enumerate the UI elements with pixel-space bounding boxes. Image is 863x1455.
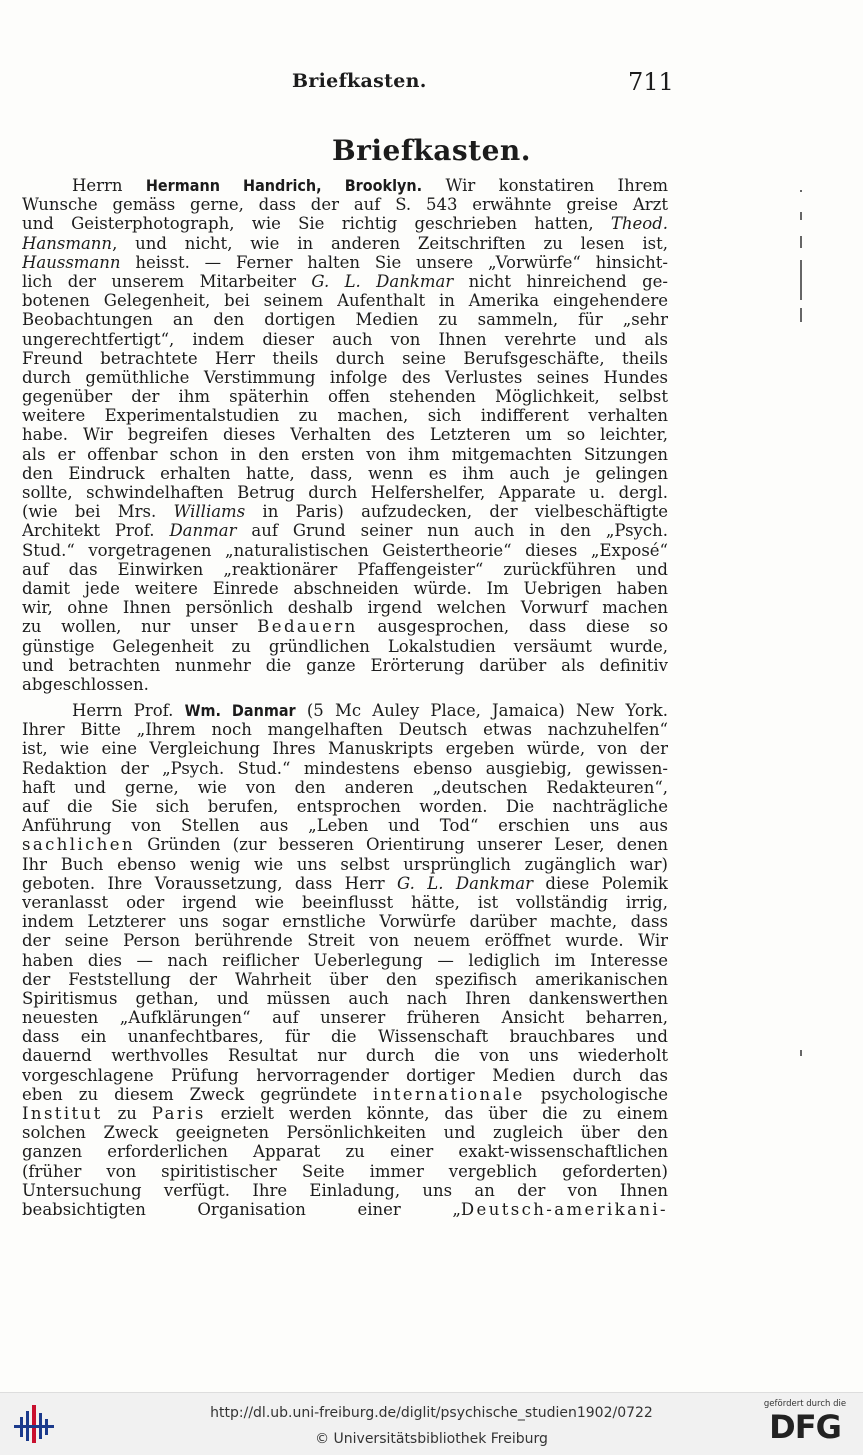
margin-marks xyxy=(800,190,806,1090)
paragraph-handrich xyxy=(22,176,668,694)
running-title: Briefkasten. xyxy=(292,70,427,92)
text-line: vorgeschlagene Prüfung hervorragender dortiger Medien durch das xyxy=(22,1065,668,1085)
text-line: auf das Einwirken „reaktionärer Pfaffengeister“ zurückführen und xyxy=(22,559,668,579)
text-line: Untersuchung verfügt. Ihre Einladung, uns an der von Ihnen xyxy=(22,1180,668,1200)
paragraph-danmar xyxy=(22,701,668,1219)
text-line: günstige Gelegenheit zu gründlichen Lokalstudien versäumt wurde, xyxy=(22,636,668,656)
text-line: wir, ohne Ihnen persönlich deshalb irgend welchen Vorwurf machen xyxy=(22,598,668,618)
copyright-notice: © Universitätsbibliothek Freiburg xyxy=(315,1431,548,1447)
text-line: haben dies — nach reiflicher Ueberlegung — lediglich im Interesse xyxy=(22,950,668,970)
text-line: und Geisterphotograph, wie Sie richtig geschrieben hatten, Theod. xyxy=(22,214,668,234)
text-line: Stud.“ vorgetragenen „naturalistischen Geistertheorie“ dieses „Exposé“ xyxy=(22,540,668,560)
text-line: (wie bei Mrs. Williams in Paris) aufzudecken, der vielbeschäftigte xyxy=(22,502,668,522)
text-line: beabsichtigten Organisation einer „Deutsch-amerikani- xyxy=(22,1199,668,1219)
text-line: der Feststellung der Wahrheit über den spezifisch amerikanischen xyxy=(22,969,668,989)
text-line: abgeschlossen. xyxy=(22,674,149,694)
text-line: Anführung von Stellen aus „Leben und Tod“ erschien uns aus xyxy=(22,816,668,836)
text-line: ganzen erforderlichen Apparat zu einer exakt-wissenschaftlichen xyxy=(22,1142,668,1162)
text-line: und betrachten nunmehr die ganze Erörterung darüber als definitiv xyxy=(22,655,668,675)
addressee-name: Hermann Handrich, Brooklyn. xyxy=(145,176,423,195)
text-line: dauernd werthvolles Resultat nur durch die von uns wiederholt xyxy=(22,1046,668,1066)
text-line: durch gemüthliche Verstimmung infolge des Verlustes seines Hundes xyxy=(22,367,668,387)
text-line: veranlasst oder irgend wie beeinflusst hätte, ist vollständig irrig, xyxy=(22,892,668,912)
text-line: damit jede weitere Einrede abschneiden würde. Im Uebrigen haben xyxy=(22,578,668,598)
text-line: lich der unserem Mitarbeiter G. L. Dankmar nicht hinreichend ge- xyxy=(22,271,668,291)
text-line: den Eindruck erhalten hatte, dass, wenn es ihm auch je gelingen xyxy=(22,463,668,483)
text-line: sollte, schwindelhaften Betrug durch Helfershelfer, Apparate u. dergl. xyxy=(22,483,668,502)
text-line: Spiritismus gethan, und müssen auch nach Ihren dankenswerthen xyxy=(22,988,668,1008)
text-line: geboten. Ihre Voraussetzung, dass Herr G. L. Dankmar diese Polemik xyxy=(22,873,668,893)
text-line: Ihrer Bitte „Ihrem noch mangelhaften Deutsch etwas nachzuhelfen“ xyxy=(22,720,668,740)
text-line: Haussmann heisst. — Ferner halten Sie unsere „Vorwürfe“ hinsicht- xyxy=(22,252,668,272)
text-line: weitere Experimentalstudien zu machen, sich indifferent verhalten xyxy=(22,406,668,426)
text-line: solchen Zweck geeigneten Persönlichkeiten und zugleich über den xyxy=(22,1123,668,1143)
text-line: botenen Gelegenheit, bei seinem Aufenthalt in Amerika eingehendere xyxy=(22,291,668,311)
text-line: Herrn Prof. Wm. Danmar (5 Mc Auley Place, Jamaica) New York. xyxy=(72,701,668,721)
text-line: auf die Sie sich berufen, entsprochen worden. Die nachträgliche xyxy=(22,797,668,816)
dfg-wordmark: DFG xyxy=(769,1408,841,1446)
article-body xyxy=(22,176,668,1219)
text-line: Hansmann, und nicht, wie in anderen Zeitschriften zu lesen ist, xyxy=(22,233,668,253)
text-line: ungerechtfertigt“, indem dieser auch von Ihnen verehrte und als xyxy=(22,329,668,349)
text-line: Ihr Buch ebenso wenig wie uns selbst ursprünglich zugänglich war) xyxy=(22,854,668,874)
dfg-caption: gefördert durch die xyxy=(763,1399,847,1409)
dfg-logo xyxy=(755,1399,855,1449)
text-line: Beobachtungen an den dortigen Medien zu sammeln, für „sehr xyxy=(22,310,668,330)
page-number: 711 xyxy=(628,68,674,96)
text-line: habe. Wir begreifen dieses Verhalten des Letzteren um so leichter, xyxy=(22,425,668,445)
text-line: Redaktion der „Psych. Stud.“ mindestens ebenso ausgiebig, gewissen- xyxy=(22,758,668,778)
text-line: zu wollen, nur unser Bedauern ausgesprochen, dass diese so xyxy=(22,617,668,637)
text-line: sachlichen Gründen (zur besseren Orientirung unserer Leser, denen xyxy=(22,835,668,855)
text-line: Wunsche gemäss gerne, dass der auf S. 543 erwähnte greise Arzt xyxy=(22,195,668,215)
text-line: indem Letzterer uns sogar ernstliche Vorwürfe darüber machte, dass xyxy=(22,912,668,932)
running-header xyxy=(0,70,863,100)
text-line: gegenüber der ihm späterhin offen stehenden Möglichkeit, selbst xyxy=(22,387,668,407)
text-line: Freund betrachtete Herr theils durch seine Berufsgeschäfte, theils xyxy=(22,348,668,368)
text-line: neuesten „Aufklärungen“ auf unserer früheren Ansicht beharren, xyxy=(22,1008,668,1028)
text-line: haft und gerne, wie von den anderen „deutschen Redakteuren“, xyxy=(22,777,668,797)
viewer-footer xyxy=(0,1392,863,1455)
text-line: ist, wie eine Vergleichung Ihres Manuskripts ergeben würde, von der xyxy=(22,739,668,759)
text-line: eben zu diesem Zweck gegründete internationale psychologische xyxy=(22,1084,668,1104)
source-url[interactable]: http://dl.ub.uni-freiburg.de/diglit/psychische_studien1902/0722 xyxy=(210,1405,653,1421)
text-line: Architekt Prof. Danmar auf Grund seiner nun auch in den „Psych. xyxy=(22,521,668,541)
text-line: Institut zu Paris erzielt werden könnte, das über die zu einem xyxy=(22,1104,668,1123)
text-line: als er offenbar schon in den ersten von ihm mitgemachten Sitzungen xyxy=(22,444,668,464)
addressee-name: Wm. Danmar xyxy=(184,701,296,721)
text-line: Herrn Hermann Handrich, Brooklyn. Wir konstatiren Ihrem xyxy=(72,176,668,195)
text-line: (früher von spiritistischer Seite immer vergeblich geforderten) xyxy=(22,1161,668,1181)
text-line: der seine Person berührende Streit von neuem eröffnet wurde. Wir xyxy=(22,931,668,951)
text-line: dass ein unanfechtbares, für die Wissenschaft brauchbares und xyxy=(22,1027,668,1047)
section-title: Briefkasten. xyxy=(331,134,532,167)
